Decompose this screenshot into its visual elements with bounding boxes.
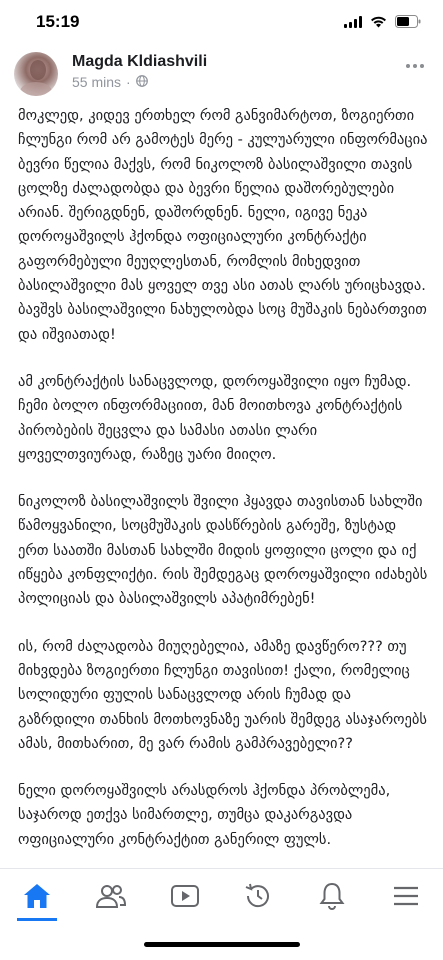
- post-paragraph: ის, რომ ძალადობა მიუღებელია, ამაზე დავწერო??? თუ მიხვდება ზოგიერთი ჩლუნგი თავისით! ქალი, რომელიც სოლიდური ფულის სანაცვლოდ არის ჩუმად და გაზრდილი თანხის მოთხოვნაზე უარის შემდეგ ასაჯაროებს ამას, მითხარით, მე ვარ რამის გამპრავებელი??: [18, 638, 427, 752]
- post-meta: [72, 74, 148, 90]
- post-paragraph: ამ კონტრაქტის სანაცვლოდ, დოროყაშვილი იყო ჩუმად. ჩემი ბოლო ინფორმაციით, მან მოითხოვა კონტრაქტის პირობების შეცვლა და სამასი ათასი ლარი ყოველთვიურად, რაზეც უარი მიიღო.: [18, 373, 412, 463]
- globe-icon: [136, 74, 148, 90]
- post-paragraph: ნელი დოროყაშვილს არასდროს ჰქონდა პრობლემა, საჯაროდ ეთქვა სიმართლე, თუმცა დაკარგავდა ოფიციალური კონტრაქტით განერილ ფულს.: [18, 783, 391, 848]
- wifi-icon: [370, 16, 387, 28]
- dot-icon: [420, 64, 424, 68]
- cellular-signal-icon: [344, 16, 362, 28]
- post-body: [18, 104, 428, 875]
- nav-memories[interactable]: [228, 871, 288, 921]
- post-paragraph: მოკლედ, კიდევ ერთხელ რომ განვიმარტოთ, ზოგიერთი ჩლუნგი რომ არ გამოტეს მერე - კულუარული ინფორმაცია ბევრი წელია მაქვს, რომ ნიკოლოზ ბასილაშვილი თავის ცოლზე ძალადობდა და ბევრი წელია დაშორებულები არიან. შერიგდნენ, დაშორდნენ. ნელი, იგივე ნეკა დოროყაშვილს ჰქონდა ოფიციალური კონტრაქტი გაფორმებული მეუღლესთან, რომლის მიხედვით ბასილაშვილი მას ყოველ თვე ასი ათას ლარს ურიცხავდა. ბავშვს ბასილაშვილი ნახულობდა სოც მუშაკის ნებართვით და იშვიათად!: [18, 108, 428, 343]
- bottom-nav: [0, 868, 443, 923]
- post-header: [0, 48, 443, 100]
- hamburger-icon: [392, 884, 420, 908]
- battery-icon: [395, 15, 421, 28]
- author-name[interactable]: Magda Kldiashvili: [72, 53, 208, 70]
- video-icon: [170, 883, 200, 909]
- nav-menu[interactable]: [376, 871, 436, 921]
- home-icon: [22, 882, 52, 910]
- status-icons: [344, 15, 421, 28]
- avatar[interactable]: [14, 52, 58, 96]
- dot-icon: [413, 64, 417, 68]
- friends-icon: [95, 883, 127, 909]
- nav-notifications[interactable]: [302, 871, 362, 921]
- nav-watch[interactable]: [155, 871, 215, 921]
- clock-icon: [243, 881, 273, 911]
- status-time: 15:19: [36, 12, 80, 31]
- status-bar: [0, 0, 443, 48]
- post-paragraph: ნიკოლოზ ბასილაშვილს შვილი ჰყავდა თავისთან სახლში წამოყვანილი, სოცმუშაკის დასწრების გარეშე, ზუსტად ერთ საათში მასთან სახლში მიდის ყოფილი ცოლი და იქ იწყება კონფლიქტი. რის შემდეგაც დოროყაშვილი იძახებს პოლიციას და ბასილაშვილს აპატიმრებენ!: [18, 494, 428, 608]
- dot-icon: [406, 64, 410, 68]
- separator-dot: ·: [126, 74, 131, 90]
- bell-icon: [318, 881, 346, 911]
- more-options-button[interactable]: [399, 54, 431, 78]
- nav-friends[interactable]: [81, 871, 141, 921]
- home-indicator[interactable]: [144, 942, 300, 947]
- nav-home[interactable]: [7, 871, 67, 921]
- post-timestamp[interactable]: 55 mins: [72, 74, 122, 90]
